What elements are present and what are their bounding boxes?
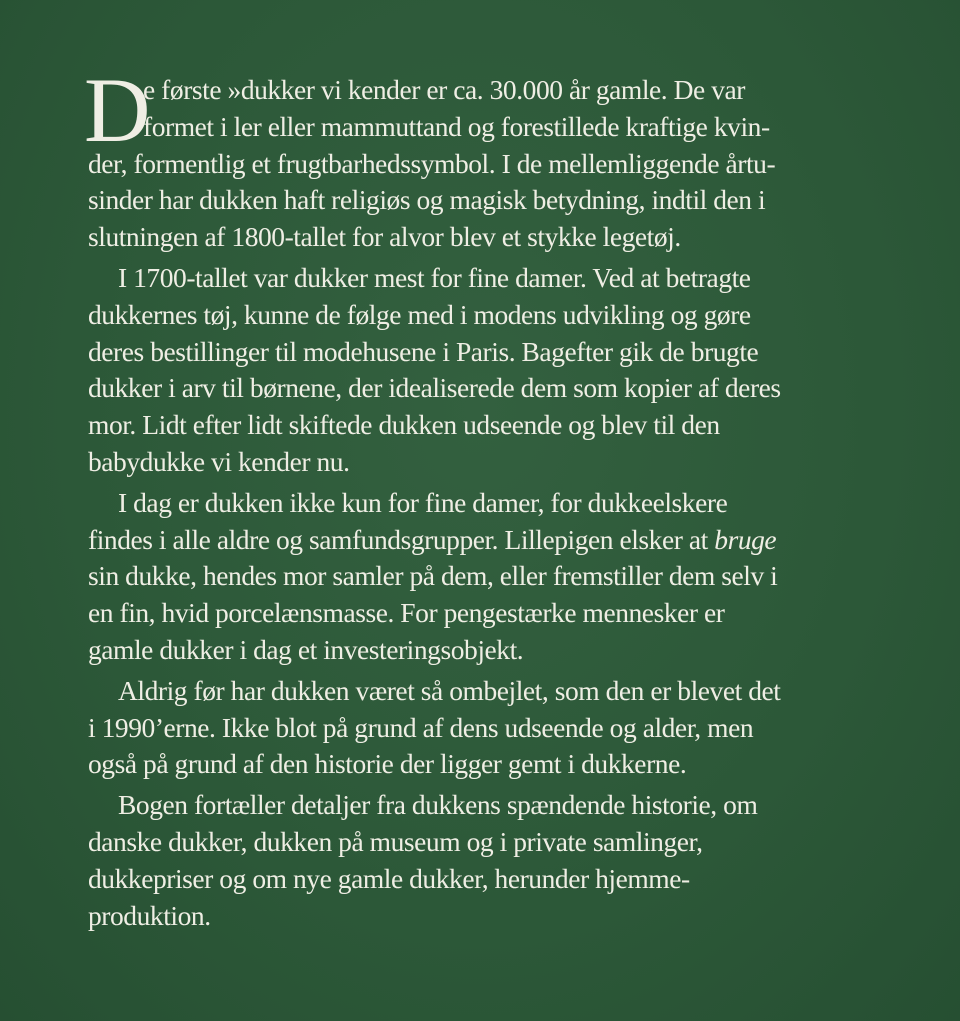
text-line: i 1990’erne. Ikke blot på grund af dens udseende og alder, men — [88, 711, 754, 743]
paragraph-4 — [88, 673, 900, 783]
text-line: Bogen fortæller detaljer fra dukkens spændende historie, om — [118, 789, 758, 821]
text-line: mor. Lidt efter lidt skiftede dukken udseende og blev til den — [88, 409, 720, 441]
text-line: en fin, hvid porcelænsmasse. For pengestærke mennesker er — [88, 597, 725, 629]
text-line: også på grund af den historie der ligger gemt i dukkerne. — [88, 748, 687, 780]
text-line — [88, 522, 900, 559]
text-line: dukkepriser og om nye gamle dukker, herunder hjemme- — [88, 862, 690, 894]
paragraph-3 — [88, 485, 900, 669]
paragraph-5 — [88, 787, 900, 934]
text-line: gamle dukker i dag et investeringsobjekt. — [88, 633, 524, 665]
text-line: I dag er dukken ikke kun for fine damer, for dukkeelskere — [118, 486, 728, 518]
text-line: slutningen af 1800-tallet for alvor blev et stykke legetøj. — [88, 221, 681, 253]
text-line: e første »dukker vi kender er ca. 30.000 år gamle. De var — [143, 74, 746, 105]
text-line: dukkernes tøj, kunne de følge med i modens udvikling og gøre — [88, 298, 751, 330]
text-line: formet i ler eller mammuttand og forestillede kraftige kvin- — [143, 110, 770, 142]
paragraph-1 — [84, 59, 900, 256]
paragraph-2 — [88, 260, 900, 481]
italic-word: bruge — [714, 523, 777, 555]
text-line: sinder har dukken haft religiøs og magisk betydning, indtil den i — [88, 184, 766, 216]
text-line: babydukke vi kender nu. — [88, 445, 350, 477]
text-line: Aldrig før har dukken været så ombejlet, som den er blevet det — [118, 674, 781, 706]
text-line: deres bestillinger til modehusene i Paris. Bagefter gik de brugte — [88, 335, 759, 367]
back-cover-text — [84, 59, 900, 938]
text-line: I 1700-tallet var dukker mest for fine damer. Ved at betragte — [118, 261, 751, 293]
text-line: dukker i arv til børnene, der idealiserede dem som kopier af deres — [88, 372, 781, 404]
text-line: der, formentlig et frugtbarhedssymbol. I de mellemliggende årtu- — [88, 147, 776, 179]
drop-cap: D — [84, 59, 151, 161]
text-line: danske dukker, dukken på museum og i private samlinger, — [88, 825, 703, 857]
text-span: findes i alle aldre og samfundsgrupper. Lillepigen elsker at — [88, 523, 708, 555]
text-line: produktion. — [88, 899, 211, 931]
text-line: sin dukke, hendes mor samler på dem, eller fremstiller dem selv i — [88, 560, 778, 592]
